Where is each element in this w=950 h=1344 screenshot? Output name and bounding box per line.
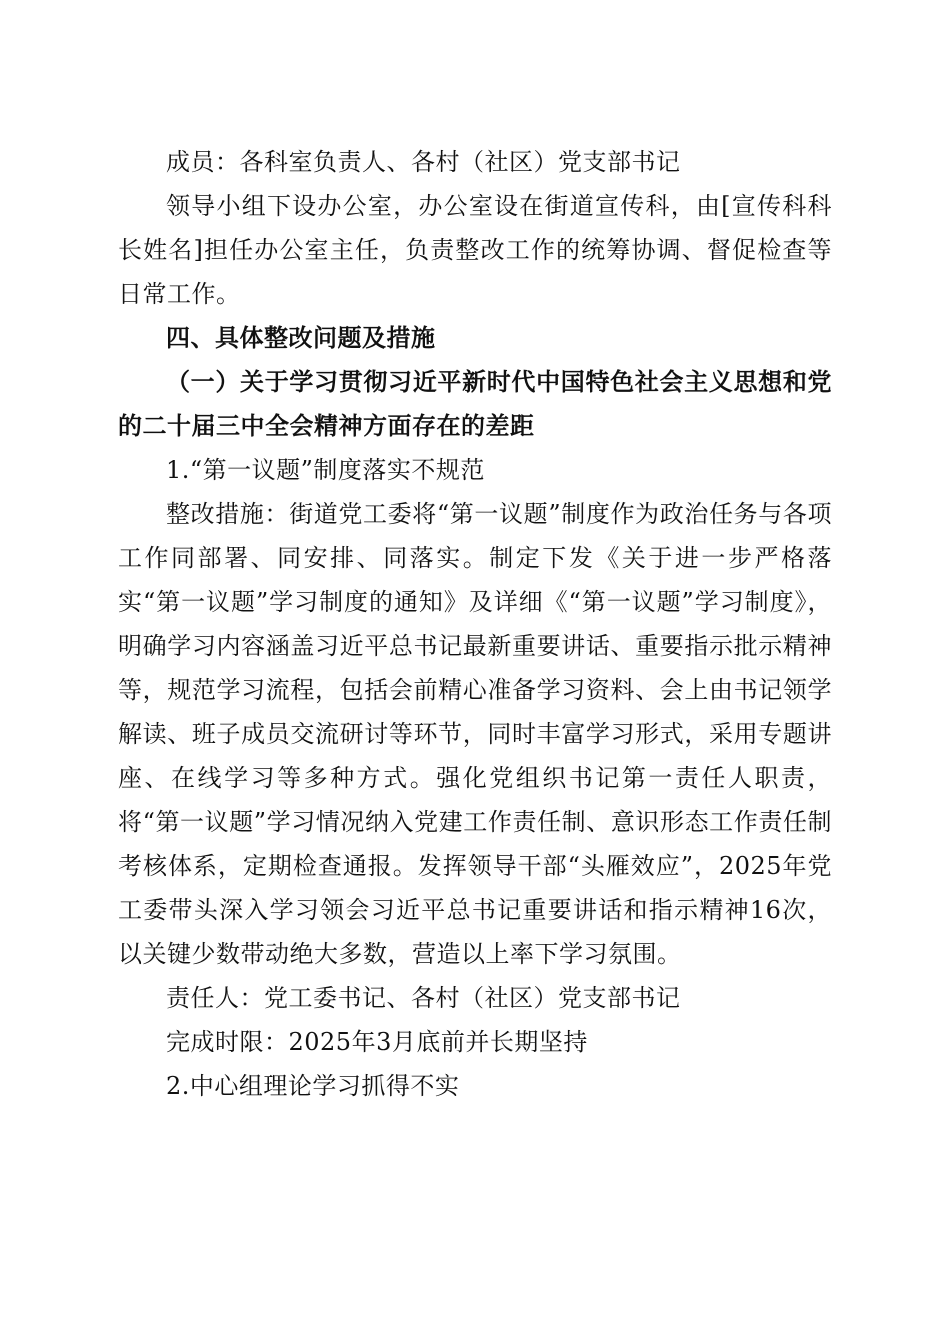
subsection-heading: （一）关于学习贯彻习近平新时代中国特色社会主义思想和党的二十届三中全会精神方面存在的差距 <box>118 367 832 440</box>
document-page <box>118 140 832 1108</box>
item1-responsible: 责任人：党工委书记、各村（社区）党支部书记 <box>166 984 681 1012</box>
item1-measures: 整改措施：街道党工委将“第一议题”制度作为政治任务与各项工作同部署、同安排、同落实。制定下发《关于进一步严格落实“第一议题”学习制度的通知》及详细《“第一议题”学习制度》，明确学习内容涵盖习近平总书记最新重要讲话、重要指示批示精神等，规范学习流程，包括会前精心准备学习资料、会上由书记领学解读、班子成员交流研讨等环节，同时丰富学习形式，采用专题讲座、在线学习等多种方式。强化党组织书记第一责任人职责，将“第一议题”学习情况纳入党建工作责任制、意识形态工作责任制考核体系，定期检查通报。发挥领导干部“头雁效应”，2025年党工委带头深入学习领会习近平总书记重要讲话和指示精神16次，以关键少数带动绝大多数，营造以上率下学习氛围。 <box>118 500 832 968</box>
members-line: 成员：各科室负责人、各村（社区）党支部书记 <box>166 148 681 176</box>
item1-deadline: 完成时限：2025年3月底前并长期坚持 <box>166 1028 588 1056</box>
item2-title: 2.中心组理论学习抓得不实 <box>166 1072 460 1100</box>
section-heading: 四、具体整改问题及措施 <box>166 324 436 352</box>
office-paragraph: 领导小组下设办公室，办公室设在街道宣传科，由[宣传科科长姓名]担任办公室主任，负责整改工作的统筹协调、督促检查等日常工作。 <box>118 192 832 308</box>
item1-title: 1.“第一议题”制度落实不规范 <box>166 456 485 484</box>
